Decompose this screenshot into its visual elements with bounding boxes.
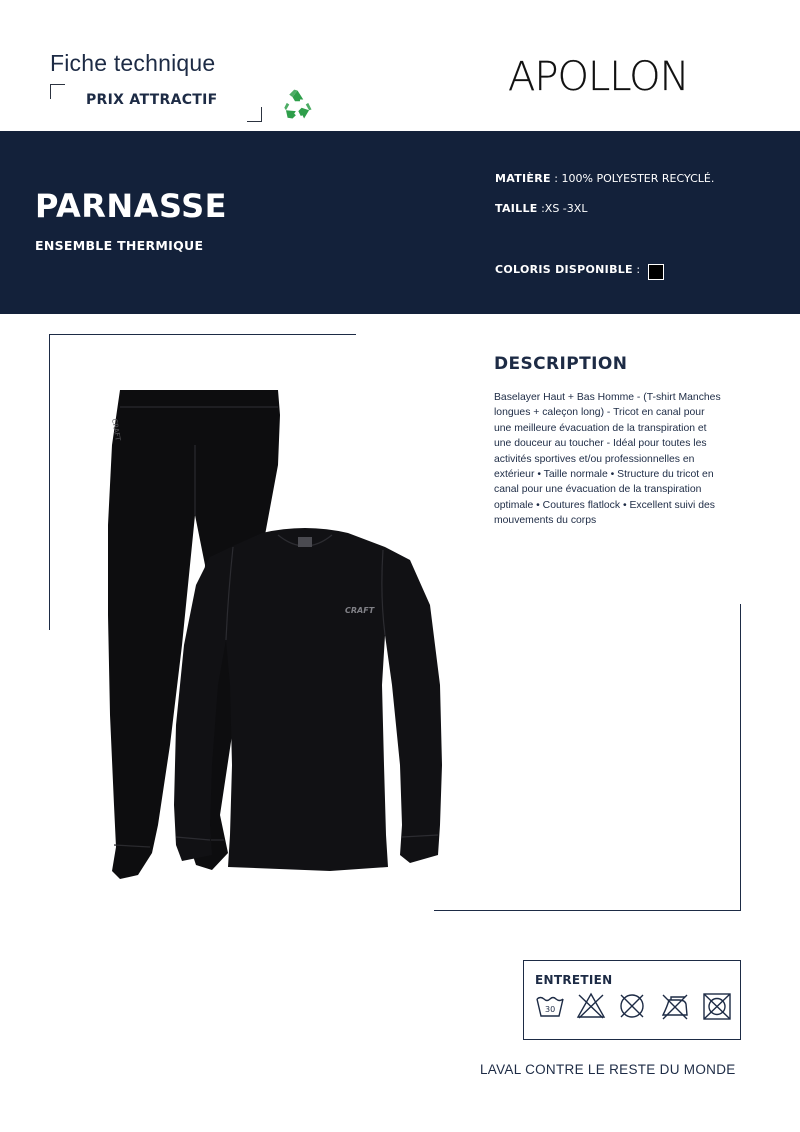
colors-separator: : <box>632 263 641 276</box>
wash-temp: 30 <box>545 1005 556 1014</box>
product-image <box>100 385 450 885</box>
product-category: ENSEMBLE THERMIQUE <box>35 238 204 253</box>
size-value: :XS -3XL <box>537 202 588 215</box>
frame-line-left <box>49 334 50 630</box>
product-title: PARNASSE <box>35 187 227 225</box>
size-spec <box>495 202 587 215</box>
frame-line-bottom <box>434 910 741 911</box>
material-spec <box>495 172 714 185</box>
color-swatch-black <box>648 264 664 280</box>
size-label: TAILLE <box>495 202 538 215</box>
colors-spec <box>495 263 640 276</box>
frame-line-right <box>740 604 741 911</box>
material-label: MATIÈRE <box>495 172 551 185</box>
apollon-logo <box>508 44 743 98</box>
description-body: Baselayer Haut + Bas Homme - (T-shirt Manches longues + caleçon long) - Tricot en canal pour une meilleure évacuation de la transpiration et une douceur au toucher - Idéal pour toutes les activités sportives et/ou professionnelles en extérieur • Taille normale • Structure du tricot en canal pour une évacuation de la transpiration optimale • Coutures flatlock • Excellent suivi des mouvements du corps <box>494 392 721 527</box>
no-dry-clean-icon <box>616 990 648 1022</box>
footer-tagline: LAVAL CONTRE LE RESTE DU MONDE <box>480 1062 736 1077</box>
svg-text:APOLLON: APOLLON <box>508 54 689 98</box>
wash-30-icon <box>534 990 566 1022</box>
no-tumble-dry-icon <box>701 990 733 1022</box>
material-value: : 100% POLYESTER RECYCLÉ. <box>550 172 715 185</box>
no-iron-icon <box>659 990 691 1022</box>
colors-label: COLORIS DISPONIBLE <box>495 263 633 276</box>
top-logo: CRAFT <box>345 606 375 615</box>
leggings-logo: CRAFT <box>110 417 122 442</box>
no-bleach-icon <box>575 990 607 1022</box>
care-title: ENTRETIEN <box>535 973 613 987</box>
frame-corner-bottom-right <box>247 107 262 122</box>
recycle-icon <box>281 88 314 121</box>
frame-corner-top-left <box>50 84 65 99</box>
price-tag: PRIX ATTRACTIF <box>86 92 218 108</box>
description-title: DESCRIPTION <box>494 354 628 374</box>
doc-type-title: Fiche technique <box>50 50 216 76</box>
frame-line-top <box>49 334 356 335</box>
